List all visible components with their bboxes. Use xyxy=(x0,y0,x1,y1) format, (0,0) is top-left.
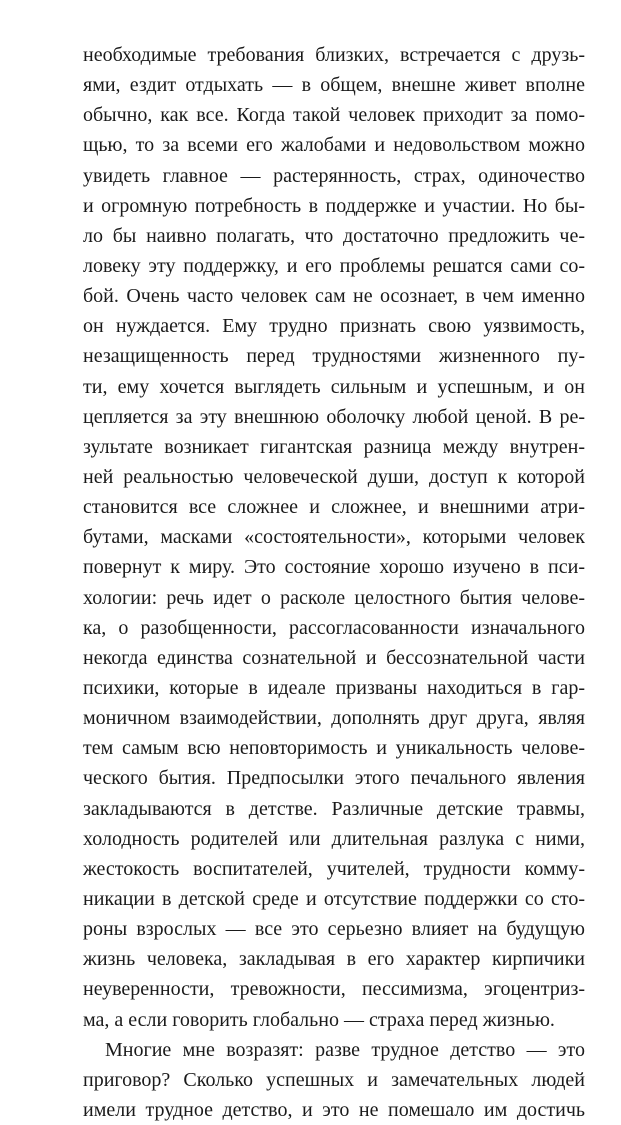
text-line: бутами, масками «состоятельности», которыми человек xyxy=(83,526,585,549)
text-line: хологии: речь идет о расколе целостного бытия челове- xyxy=(83,586,585,609)
text-line: жизнь человека, закладывая в его характер кирпичики xyxy=(83,948,585,971)
text-line: бой. Очень часто человек сам не осознает, в чем именно xyxy=(83,285,585,308)
text-line: незащищенность перед трудностями жизненного пу- xyxy=(83,345,585,368)
text-line: цепляется за эту внешнюю оболочку любой ценой. В ре- xyxy=(83,405,585,428)
text-line: закладываются в детстве. Различные детские травмы, xyxy=(83,797,585,820)
text-line: увидеть главное — растерянность, страх, одиночество xyxy=(83,164,585,187)
text-line: и огромную потребность в поддержке и участии. Но бы- xyxy=(83,194,585,217)
text-line: некогда единства сознательной и бессознательной части xyxy=(83,646,585,669)
text-line: неуверенности, тревожности, пессимизма, эгоцентриз- xyxy=(83,978,585,1001)
text-line: обычно, как все. Когда такой человек приходит за помо- xyxy=(83,104,585,127)
text-line: он нуждается. Ему трудно признать свою уязвимость, xyxy=(83,315,585,338)
text-line: ло бы наивно полагать, что достаточно предложить че- xyxy=(83,224,585,247)
paragraph-start-line: Многие мне возразят: разве трудное детство — это xyxy=(105,1038,585,1061)
text-line: ловеку эту поддержку, и его проблемы решатся сами со- xyxy=(83,254,585,277)
text-line: ка, о разобщенности, рассогласованности изначального xyxy=(83,616,585,639)
text-line: становится все сложнее и сложнее, и внешними атри- xyxy=(83,496,585,519)
text-line: холодность родителей или длительная разлука с ними, xyxy=(83,827,585,850)
text-line: необходимые требования близких, встречается с друзь- xyxy=(83,44,585,66)
text-line: жестокость воспитателей, учителей, трудности комму- xyxy=(83,857,585,880)
paragraph-end-line: ма, а если говорить глобально — страха перед жизнью. xyxy=(83,1008,555,1031)
text-line: повернут к миру. Это состояние хорошо изучено в пси- xyxy=(83,556,585,579)
text-line: тем самым всю неповторимость и уникальность челове- xyxy=(83,737,585,760)
text-line: зультате возникает гигантская разница между внутрен- xyxy=(83,435,585,458)
text-line: приговор? Сколько успешных и замечательных людей xyxy=(83,1068,585,1091)
text-line: имели трудное детство, и это не помешало им достичь xyxy=(83,1098,585,1121)
text-line: ти, ему хочется выглядеть сильным и успешным, и он xyxy=(83,375,585,398)
text-line: роны взрослых — все это серьезно влияет на будущую xyxy=(83,918,585,941)
text-line: моничном взаимодействии, дополнять друг друга, являя xyxy=(83,707,585,730)
book-page-text xyxy=(83,40,585,1125)
text-line: ней реальностью человеческой души, доступ к которой xyxy=(83,465,585,488)
text-line: ями, ездит отдыхать — в общем, внешне живет вполне xyxy=(83,74,585,97)
text-line: никации в детской среде и отсутствие поддержки со сто- xyxy=(83,887,585,910)
text-line: щью, то за всеми его жалобами и недовольством можно xyxy=(83,134,585,157)
text-line: ческого бытия. Предпосылки этого печального явления xyxy=(83,767,585,790)
text-line: психики, которые в идеале призваны находиться в гар- xyxy=(83,676,585,699)
